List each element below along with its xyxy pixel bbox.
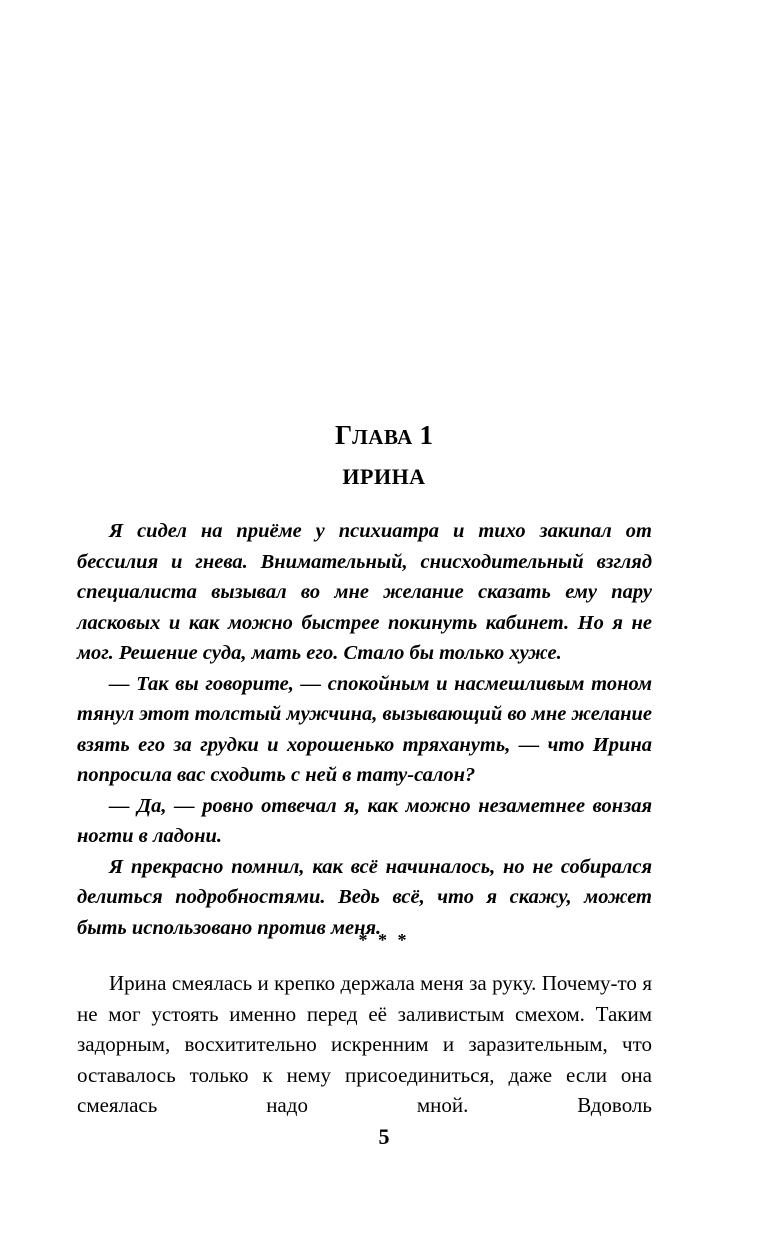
section-separator: * * * xyxy=(358,930,410,950)
chapter-number: 1 xyxy=(419,420,434,450)
chapter-name: ИРИНА xyxy=(342,464,426,489)
chapter-title-initial: Г xyxy=(334,420,353,450)
body-paragraph: Ирина смеялась и крепко держала меня за руку. Почему-то я не мог устоять именно перед её заливистым смехом. Таким задорным, восхитительно искренним и заразительным, что оставалось только к нему присоединиться, даже если она смеялась надо мной. Вдоволь xyxy=(77,971,652,1117)
epigraph xyxy=(77,516,652,943)
epigraph-paragraph: — Да, — ровно отвечал я, как можно незаметнее вонзая ногти в ладони. xyxy=(77,794,652,847)
chapter-title-word: ЛАВА xyxy=(352,425,413,449)
epigraph-paragraph: Я сидел на приёме у психиатра и тихо закипал от бессилия и гнева. Внимательный, снисходительный взгляд специалиста вызывал во мне желание сказать ему пару ласковых и как можно быстрее покинуть кабинет. Но я не мог. Решение суда, мать его. Стало бы только хуже. xyxy=(77,520,652,664)
chapter-title xyxy=(0,418,768,454)
page-number: 5 xyxy=(378,1124,390,1149)
epigraph-paragraph: — Так вы говорите, — спокойным и насмешливым тоном тянул этот толстый мужчина, вызывающий во мне желание взять его за грудки и хорошенько тряхануть, — что Ирина попросила вас сходить с ней в тату-салон? xyxy=(77,672,652,786)
epigraph-paragraph: Я прекрасно помнил, как всё начиналось, но не собирался делиться подробностями. Ведь всё, что я скажу, может быть использовано против меня. xyxy=(77,855,652,939)
body-text xyxy=(77,968,652,1121)
